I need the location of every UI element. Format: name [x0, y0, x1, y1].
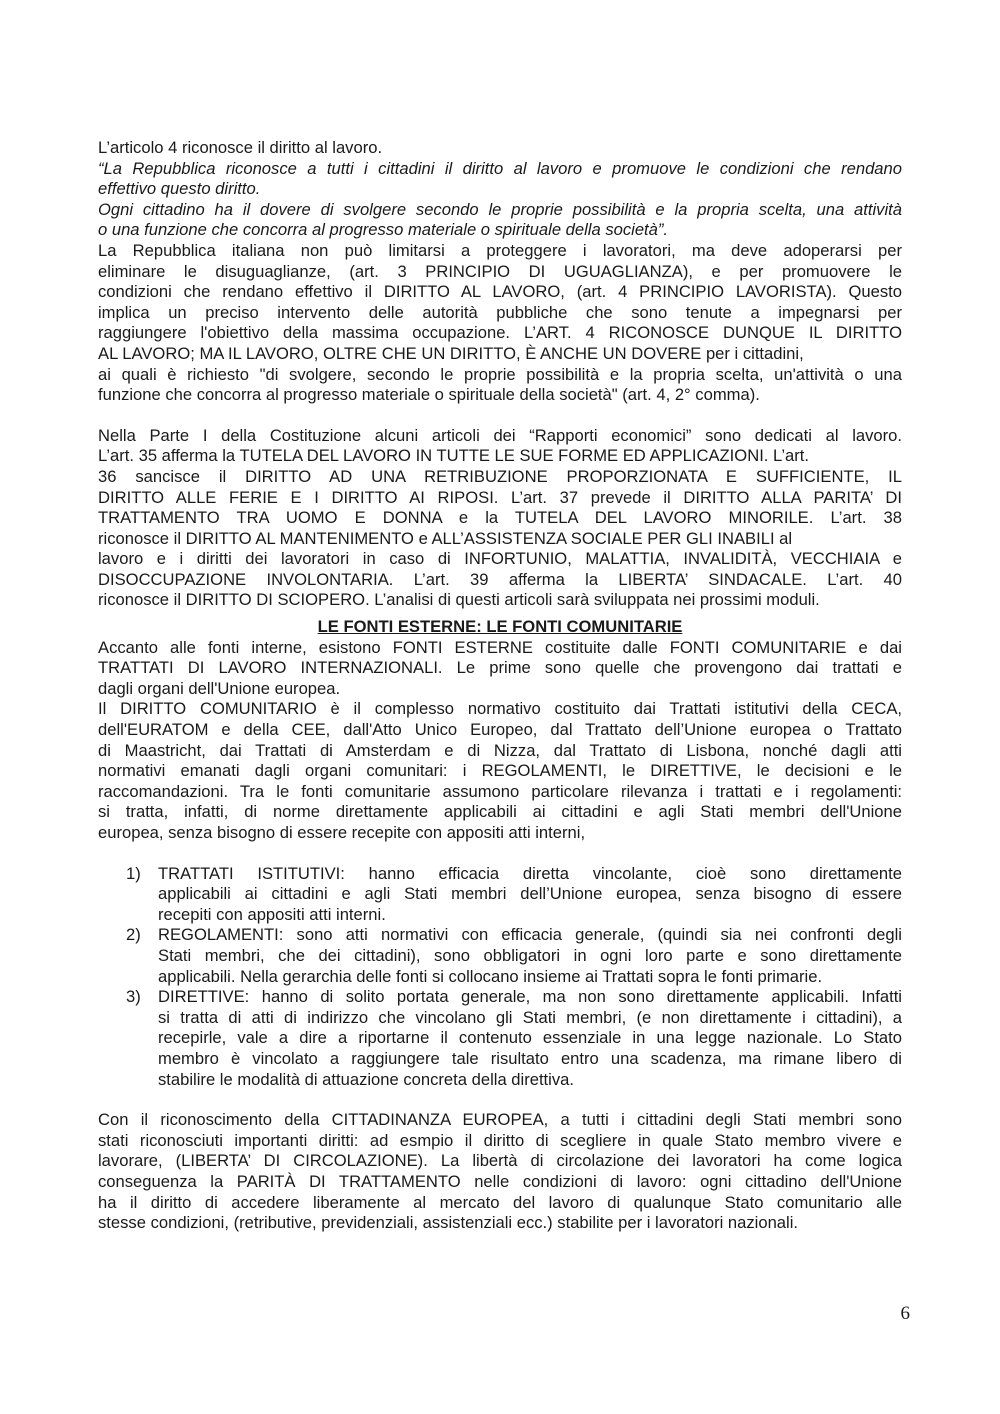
page-number: 6 — [900, 1303, 910, 1324]
text-line: Il DIRITTO COMUNITARIO è il complesso normativo costituito dai Trattati istitutivi della CECA, — [98, 699, 902, 719]
spacer — [98, 406, 902, 426]
text-line: lavoro e i diritti dei lavoratori in caso di INFORTUNIO, MALATTIA, INVALIDITÀ, VECCHIAIA e — [98, 549, 902, 569]
text-line: AL LAVORO; MA IL LAVORO, OLTRE CHE UN DIRITTO, È ANCHE UN DOVERE per i cittadini, — [98, 343, 804, 363]
text-line: Ogni cittadino ha il dovere di svolgere secondo le proprie possibilità e la propria scelta, una attività — [98, 199, 902, 219]
text-line: ha il diritto di accedere liberamente al mercato del lavoro di qualunque Stato comunitario alle — [98, 1192, 902, 1212]
text-line: ai quali è richiesto "di svolgere, secondo le proprie possibilità e la propria scelta, un'attività o una — [98, 364, 902, 384]
text-line: di Maastricht, dai Trattati di Amsterdam e di Nizza, dal Trattato di Lisbona, nonché dagli atti — [98, 740, 902, 760]
text-line: riconosce il DIRITTO AL MANTENIMENTO e ALL’ASSISTENZA SOCIALE PER GLI INABILI al — [98, 528, 793, 548]
text-line: applicabili ai cittadini e agli Stati membri dell’Unione europea, senza bisogno di essere — [158, 884, 902, 904]
text-line: DIRETTIVE: hanno di solito portata generale, ma non sono direttamente applicabili. Infatti — [158, 987, 902, 1007]
text-line: si tratta di atti di indirizzo che vincolano gli Stati membri, (e non direttamente i cittadini), a — [158, 1007, 902, 1027]
paragraph-rapporti-economici — [98, 426, 902, 611]
text-line: stati riconosciuti importanti diritti: ad esmpio il diritto di scegliere in quale Stato membro vivere e — [98, 1130, 902, 1150]
text-line: TRATTATI ISTITUTIVI: hanno efficacia diretta vincolante, cioè sono direttamente — [158, 863, 902, 883]
text-line: si tratta, infatti, di norme direttamente applicabili ai cittadini e agli Stati membri dell'Unione — [98, 802, 902, 822]
text-line: stesse condizioni, (retributive, previdenziali, assistenziali ecc.) stabilite per i lavoratori nazionali. — [98, 1213, 799, 1233]
spacer — [98, 844, 902, 864]
text-line: eliminare le disuguaglianze, (art. 3 PRINCIPIO DI UGUAGLIANZA), e per promuovere le — [98, 261, 902, 281]
paragraph-article-4 — [98, 138, 902, 406]
text-line: REGOLAMENTI: sono atti normativi con efficacia generale, (quindi sia nei confronti degli — [158, 925, 902, 945]
text-line: o una funzione che concorra al progresso materiale o spirituale della società”. — [98, 220, 669, 240]
text-line: raggiungere l'obiettivo della massima occupazione. L’ART. 4 RICONOSCE DUNQUE IL DIRITTO — [98, 323, 902, 343]
text-line: stabilire le modalità di attuazione concreta della direttiva. — [158, 1069, 574, 1089]
text-line: implica un preciso intervento delle autorità pubbliche che sono tenute a impegnarsi per — [98, 302, 902, 322]
list-number: 3) — [126, 987, 141, 1007]
text-line: dagli organi dell'Unione europea. — [98, 678, 341, 698]
text-line: TRATTATI DI LAVORO INTERNAZIONALI. Le prime sono quelle che provengono dai trattati e — [98, 658, 902, 678]
text-line: dell'EURATOM e della CEE, dall'Atto Unico Europeo, dal Trattato dell’Unione europea o Trattato — [98, 720, 902, 740]
text-line: conseguenza la PARITÀ DI TRATTAMENTO nelle condizioni di lavoro: ogni cittadino dell'Unione — [98, 1171, 902, 1191]
text-line: europea, senza bisogno di essere recepite con appositi atti interni, — [98, 823, 586, 842]
numbered-list — [98, 864, 902, 1091]
paragraph-fonti-comunitarie — [98, 638, 902, 844]
text-line: Accanto alle fonti interne, esistono FONTI ESTERNE costituite dalle FONTI COMUNITARIE e dai — [98, 637, 902, 657]
text-line: effettivo questo diritto. — [98, 179, 261, 199]
text-line: “La Repubblica riconosce a tutti i cittadini il diritto al lavoro e promuove le condizioni che rendano — [98, 158, 902, 178]
list-item — [98, 925, 902, 987]
list-item — [98, 864, 902, 926]
text-line: DISOCCUPAZIONE INVOLONTARIA. L’art. 39 afferma la LIBERTA’ SINDACALE. L’art. 40 — [98, 569, 902, 589]
text-line: L’art. 35 afferma la TUTELA DEL LAVORO IN TUTTE LE SUE FORME ED APPLICAZIONI. L’art. — [98, 446, 809, 466]
document-body — [98, 138, 902, 1234]
text-line: membro è vincolato a raggiungere tale risultato entro una scadenza, ma rimane libero di — [158, 1048, 902, 1068]
text-line: 36 sancisce il DIRITTO AD UNA RETRIBUZIONE PROPORZIONATA E SUFFICIENTE, IL — [98, 466, 902, 486]
text-line: L’articolo 4 riconosce il diritto al lavoro. — [98, 138, 383, 157]
text-line: normativi emanati dagli organi comunitari: i REGOLAMENTI, le DIRETTIVE, le decisioni e le — [98, 761, 902, 781]
text-line: funzione che concorra al progresso materiale o spirituale della società" (art. 4, 2° comma). — [98, 385, 760, 405]
text-line: Con il riconoscimento della CITTADINANZA EUROPEA, a tutti i cittadini degli Stati membri sono — [98, 1110, 902, 1130]
section-heading: LE FONTI ESTERNE: LE FONTI COMUNITARIE — [317, 617, 683, 637]
text-line: recepirle, vale a dire a riportarne il contenuto essenziale in una legge nazionale. Lo Stato — [158, 1028, 902, 1048]
text-line: Stati membri, che dei cittadini), sono obbligatori in ogni loro parte e sono direttamente — [158, 945, 902, 965]
list-number: 1) — [126, 863, 141, 883]
paragraph-cittadinanza-europea — [98, 1110, 902, 1234]
text-line: La Repubblica italiana non può limitarsi a proteggere i lavoratori, ma deve adoperarsi per — [98, 240, 902, 260]
text-line: lavorare, (LIBERTA’ DI CIRCOLAZIONE). La libertà di circolazione dei lavoratori ha come logica — [98, 1151, 902, 1171]
spacer — [98, 1090, 902, 1110]
text-line: raccomandazioni. Tra le fonti comunitarie assumono particolare rilevanza i trattati e i regolamenti: — [98, 781, 902, 801]
text-line: DIRITTO ALLE FERIE E I DIRITTO AI RIPOSI. L’art. 37 prevede il DIRITTO ALLA PARITA’ DI — [98, 487, 902, 507]
list-item — [98, 987, 902, 1090]
text-line: recepiti con appositi atti interni. — [158, 904, 386, 924]
text-line: TRATTAMENTO TRA UOMO E DONNA e la TUTELA DEL LAVORO MINORILE. L’art. 38 — [98, 508, 902, 528]
text-line: Nella Parte I della Costituzione alcuni articoli dei “Rapporti economici” sono dedicati al lavoro. — [98, 425, 902, 445]
text-line: applicabili. Nella gerarchia delle fonti si collocano insieme ai Trattati sopra le fonti primarie. — [158, 966, 823, 986]
text-line: condizioni che rendano effettivo il DIRITTO AL LAVORO, (art. 4 PRINCIPIO LAVORISTA). Questo — [98, 282, 902, 302]
list-number: 2) — [126, 925, 141, 945]
text-line: riconosce il DIRITTO DI SCIOPERO. L’analisi di questi articoli sarà sviluppata nei prossimi moduli. — [98, 590, 820, 610]
